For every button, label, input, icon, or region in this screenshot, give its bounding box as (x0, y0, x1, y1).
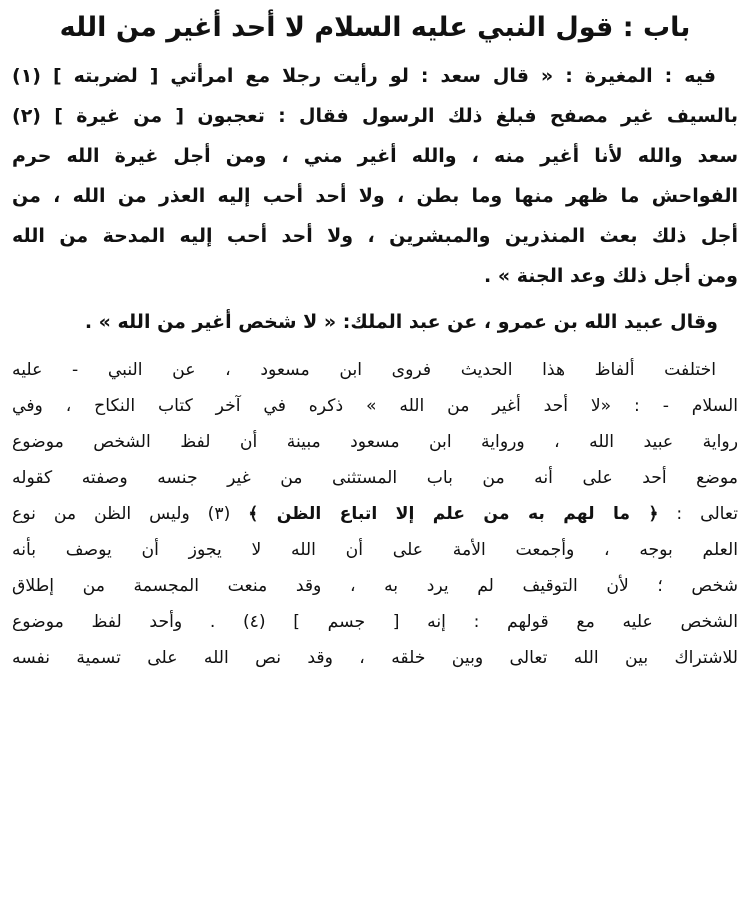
commentary-line: موضع أحد على أنه من باب المستثنى من غير جنسه وصفته كقوله (12, 468, 738, 488)
quran-after: (٣) وليس الظن من نوع (12, 504, 249, 524)
hadith-line: أجل ذلك بعث المنذرين والمبشرين ، ولا أحد أحب إليه المدحة من الله (12, 225, 738, 247)
commentary-line: العلم بوجه ، وأجمعت الأمة على أن الله لا يجوز أن يوصف بأنه (12, 540, 738, 560)
hadith-text (12, 56, 738, 296)
commentary-line: شخص ؛ لأن التوقيف لم يرد به ، وقد منعت المجسمة من إطلاق (12, 576, 738, 596)
hadith-line: الفواحش ما ظهر منها وما بطن ، ولا أحد أحب إليه العذر من الله ، من (12, 185, 738, 207)
quran-citation-line (12, 496, 738, 532)
section-gap (12, 342, 738, 352)
hadith-line: ومن أجل ذلك وعد الجنة » . (484, 265, 738, 287)
narration (12, 302, 738, 342)
hadith-line: فيه : المغيرة : « قال سعد : لو رأيت رجلا مع امرأتي [ لضربته ] (١) (12, 65, 716, 87)
narration-line: وقال عبيد الله بن عمرو ، عن عبد الملك: « لا شخص أغير من الله » . (84, 311, 718, 333)
quran-verse: ﴿ ما لهم به من علم إلا اتباع الظن ﴾ (248, 504, 659, 524)
book-page (12, 8, 738, 893)
chapter-heading: باب : قول النبي عليه السلام لا أحد أغير من الله (59, 12, 691, 43)
commentary-line: اختلفت ألفاظ هذا الحديث فروى ابن مسعود ، عن النبي - عليه (12, 360, 716, 380)
commentary-line: الشخص عليه مع قولهم : إنه [ جسم ] (٤) . وأحد لفظ موضوع (12, 612, 738, 632)
hadith-line: بالسيف غير مصفح فبلغ ذلك الرسول فقال : تعجبون [ من غيرة ] (٢) (12, 105, 738, 127)
quran-intro: تعالى : (658, 504, 738, 524)
hadith-line: سعد والله لأنا أغير منه ، والله أغير مني ، ومن أجل غيرة الله حرم (12, 145, 738, 167)
commentary-line: السلام - : «لا أحد أغير من الله » ذكره في آخر كتاب النكاح ، وفي (12, 396, 738, 416)
commentary-line: للاشتراك بين الله تعالى وبين خلقه ، وقد نص الله على تسمية نفسه (12, 648, 738, 668)
commentary-line: رواية عبيد الله ، ورواية ابن مسعود مبينة أن لفظ الشخص موضوع (12, 432, 738, 452)
commentary (12, 352, 738, 676)
